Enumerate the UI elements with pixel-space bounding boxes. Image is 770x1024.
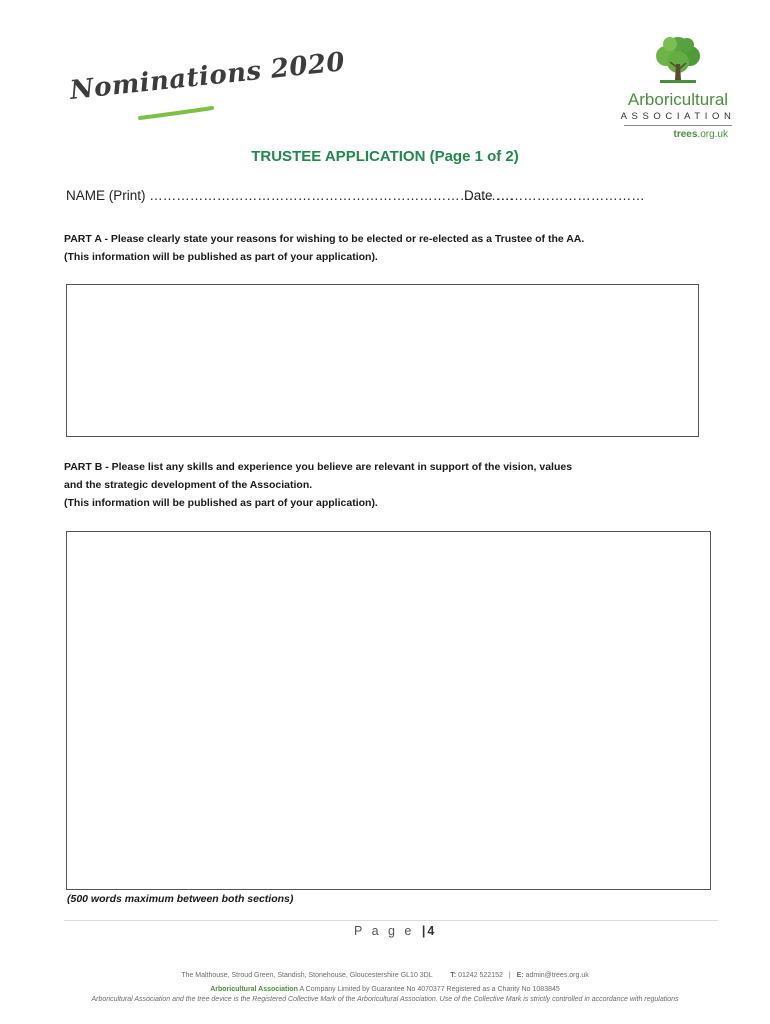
nominations-title-text: Nominations 2020: [68, 47, 347, 106]
footer-address: The Malthouse, Stroud Green, Standish, Stonehouse, Gloucestershire GL10 3DL: [181, 972, 433, 979]
footer-tel: 01242 522152: [458, 972, 503, 979]
page-number: [354, 924, 434, 938]
footer-email-label: E:: [516, 972, 524, 979]
part-b-answer-box[interactable]: [66, 531, 711, 890]
nominations-title: [68, 47, 347, 124]
footer-company-name: Arboricultural Association: [210, 986, 298, 993]
part-a-line-2: (This information will be published as part of your application).: [64, 251, 378, 263]
tree-logo-icon: [652, 34, 704, 88]
footer-address-line: [0, 972, 770, 979]
part-b-line-2: and the strategic development of the Association.: [64, 479, 313, 491]
footer-collective-mark: Arboricultural Association and the tree device is the Registered Collective Mark of the Arboricultural Association. Use of the Collective Mark is strictly controlled in accordance with regulations: [91, 996, 679, 1003]
footer-email[interactable]: admin@trees.org.uk: [525, 972, 589, 979]
logo-divider: [624, 125, 732, 126]
name-field[interactable]: NAME (Print) ………………………………………………………………………: [66, 188, 514, 203]
logo-name: Arboricultural: [627, 90, 729, 109]
logo-url: [618, 129, 738, 140]
part-a-instructions: [64, 230, 584, 266]
page-number-bar: |: [421, 924, 426, 938]
footer-divider: [64, 920, 718, 921]
logo-subtitle: ASSOCIATION: [620, 111, 736, 122]
footer-company-line: [0, 986, 770, 993]
part-b-instructions: [64, 458, 572, 512]
part-a-answer-box[interactable]: [66, 284, 699, 437]
part-b-line-3: (This information will be published as part of your application).: [64, 497, 378, 509]
page-number-value: 4: [427, 924, 435, 938]
title-underline: [70, 62, 320, 124]
logo-url-rest: .org.uk: [697, 129, 728, 140]
arboricultural-association-logo: [618, 34, 738, 144]
footer-tel-label: T:: [450, 972, 457, 979]
logo-url-bold: trees: [673, 129, 698, 140]
footer-separator: |: [508, 972, 511, 979]
footer-company-info: A Company Limited by Guarantee No 4070377 Registered as a Charity No 1083845: [299, 986, 560, 993]
part-b-line-1: PART B - Please list any skills and experience you believe are relevant in support of the vision, values: [64, 461, 573, 473]
page-label: P a g e: [354, 924, 415, 938]
word-limit-note: (500 words maximum between both sections): [67, 893, 294, 905]
part-a-line-1: PART A - Please clearly state your reasons for wishing to be elected or re-elected as a Trustee of the AA.: [64, 233, 585, 245]
date-field[interactable]: Date ……………………………: [464, 188, 645, 203]
document-title: TRUSTEE APPLICATION (Page 1 of 2): [251, 148, 519, 165]
